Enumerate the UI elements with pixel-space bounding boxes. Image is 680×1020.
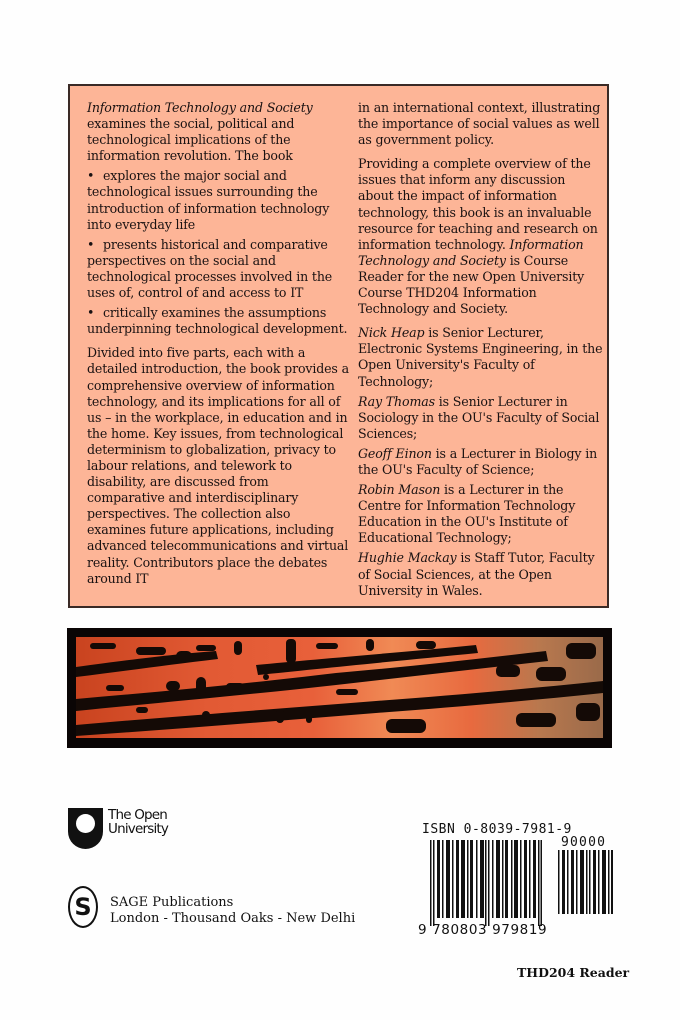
- bullet-icon: •: [87, 168, 95, 184]
- overview-paragraph: Providing a complete overview of the issues that inform any discussion about the impact of information technology, this book is an invaluable resource for teaching and research on information technology. Information Technology and Society is Course Reader for the new Open University Course THD204 Information Technology and Society.: [358, 156, 598, 317]
- series-label: THD204 Reader: [517, 965, 630, 980]
- contributor-bio: Ray Thomas is Senior Lecturer in Sociology in the OU's Faculty of Social Sciences;: [358, 393, 600, 441]
- contributors-list: [358, 325, 603, 599]
- abstract-artwork-image: [76, 637, 603, 738]
- barcode-digits: 9 780803 979819: [418, 922, 548, 938]
- open-university-shield-icon: [68, 808, 103, 849]
- contributor-bio: Nick Heap is Senior Lecturer, Electronic Systems Engineering, in the Open University's Faculty of Technology;: [358, 325, 603, 389]
- book-title: Information Technology and Society: [87, 100, 313, 115]
- bullet-icon: •: [87, 305, 95, 321]
- back-cover-blurb-box: [68, 84, 609, 608]
- publisher-name: SAGE Publications: [110, 895, 234, 910]
- contributor-name: Robin Mason: [358, 482, 441, 498]
- open-university-wordmark: The Open University: [108, 807, 169, 837]
- contributor-name: Geoff Einon: [358, 445, 432, 461]
- contributor-name: Ray Thomas: [358, 393, 435, 409]
- publisher-info: [110, 895, 355, 927]
- decorative-art-band: [67, 628, 612, 748]
- ink-strokes-pattern: [76, 637, 603, 738]
- bullet-item: • explores the major social and technological issues surrounding the introduction of information technology into everyday life: [87, 168, 330, 232]
- addon-barcode-icon: [558, 850, 614, 914]
- open-university-logo: [68, 808, 188, 853]
- description-paragraph: Divided into five parts, each with a detailed introduction, the book provides a comprehensive overview of information technology, and its implications for all of us – in the workplace, in education and in the home. Key issues, from technological determinism to globalization, privacy to labour relations, and telework to disability, are discussed from comparative and interdisciplinary perspectives. The collection also examines future applications, including advanced telecommunications and virtual reality. Contributors place the debates around IT: [87, 345, 349, 586]
- contributor-name: Hughie Mackay: [358, 550, 457, 566]
- isbn-label: ISBN 0-8039-7981-9: [422, 822, 572, 837]
- publisher-locations: London - Thousand Oaks - New Delhi: [110, 911, 356, 926]
- contributor-name: Nick Heap: [358, 325, 425, 341]
- contributor-bio: Hughie Mackay is Staff Tutor, Faculty of Social Sciences, at the Open University in Wales.: [358, 550, 595, 598]
- book-title: Information Technology and Society: [358, 236, 584, 268]
- blurb-right-column: [358, 100, 603, 599]
- blurb-left-column: [87, 100, 349, 587]
- intro-paragraph: Information Technology and Society examines the social, political and technological implications of the information revolution. The book: [87, 100, 313, 164]
- isbn-barcode-block: [418, 822, 618, 942]
- contributor-bio: Geoff Einon is a Lecturer in Biology in the OU's Faculty of Science;: [358, 445, 598, 477]
- ean-barcode-icon: [430, 840, 542, 926]
- continuation-paragraph: in an international context, illustrating the importance of social values as well as government policy.: [358, 100, 601, 148]
- sage-publisher-logo: [68, 886, 368, 936]
- contributor-bio: Robin Mason is a Lecturer in the Centre for Information Technology Education in the OU's Institute of Educational Technology;: [358, 482, 576, 546]
- bullet-item: • presents historical and comparative perspectives on the social and technological processes involved in the uses of, control of and access to IT: [87, 236, 333, 301]
- price-code: 90000: [561, 835, 607, 850]
- sage-s-emblem-icon: S: [68, 886, 98, 928]
- bullet-icon: •: [87, 236, 95, 252]
- bullet-item: • critically examines the assumptions underpinning technological development.: [87, 305, 348, 337]
